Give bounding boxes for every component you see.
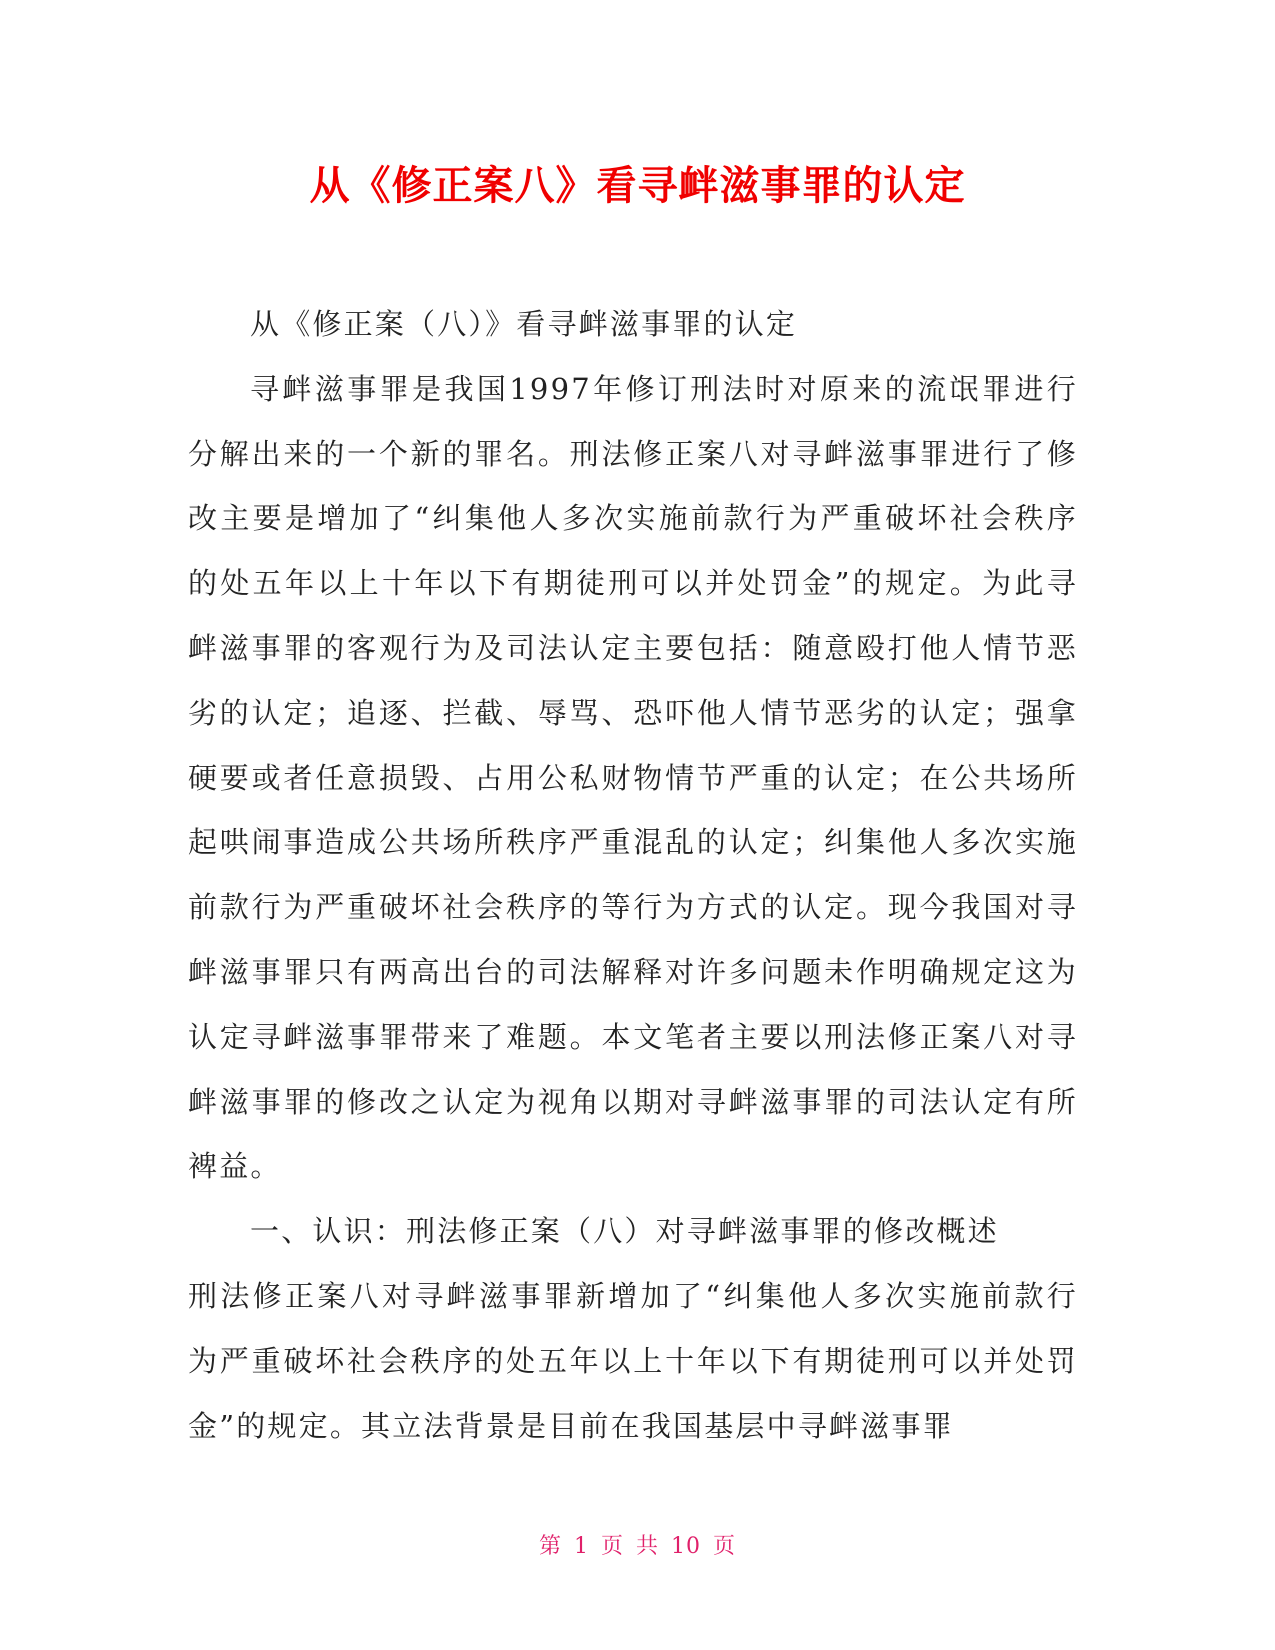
footer-page-label: 第 (538, 1534, 562, 1559)
subtitle-paragraph: 从《修正案（八）》看寻衅滋事罪的认定 (250, 307, 798, 341)
document-body (188, 292, 1078, 1458)
section-body-paragraph: 刑法修正案八对寻衅滋事罪新增加了“纠集他人多次实施前款行为严重破坏社会秩序的处五年以上十年以下有期徒刑可以并处罚金”的规定。其立法背景是目前在我国基层中寻衅滋事罪 (188, 1278, 1078, 1443)
footer-total-pages: 10 (671, 1534, 702, 1559)
footer-total-label: 共 (636, 1534, 660, 1559)
page-footer (0, 1532, 1275, 1562)
section-heading: 一、认识：刑法修正案（八）对寻衅滋事罪的修改概述 (250, 1214, 999, 1249)
footer-current-page: 1 (573, 1534, 589, 1559)
footer-page-unit: 页 (600, 1534, 624, 1559)
footer-total-unit: 页 (713, 1534, 737, 1559)
intro-paragraph: 寻衅滋事罪是我国1997年修订刑法时对原来的流氓罪进行分解出来的一个新的罪名。刑法修正案八对寻衅滋事罪进行了修改主要是增加了“纠集他人多次实施前款行为严重破坏社会秩序的处五年以上十年以下有期徒刑可以并处罚金”的规定。为此寻衅滋事罪的客观行为及司法认定主要包括：随意殴打他人情节恶劣的认定；追逐、拦截、辱骂、恐吓他人情节恶劣的认定；强拿硬要或者任意损毁、占用公私财物情节严重的认定；在公共场所起哄闹事造成公共场所秩序严重混乱的认定；纠集他人多次实施前款行为严重破坏社会秩序的等行为方式的认定。现今我国对寻衅滋事罪只有两高出台的司法解释对许多问题未作明确规定这为认定寻衅滋事罪带来了难题。本文笔者主要以刑法修正案八对寻衅滋事罪的修改之认定为视角以期对寻衅滋事罪的司法认定有所裨益。 (188, 371, 1078, 1184)
document-title: 从《修正案八》看寻衅滋事罪的认定 (309, 163, 966, 209)
